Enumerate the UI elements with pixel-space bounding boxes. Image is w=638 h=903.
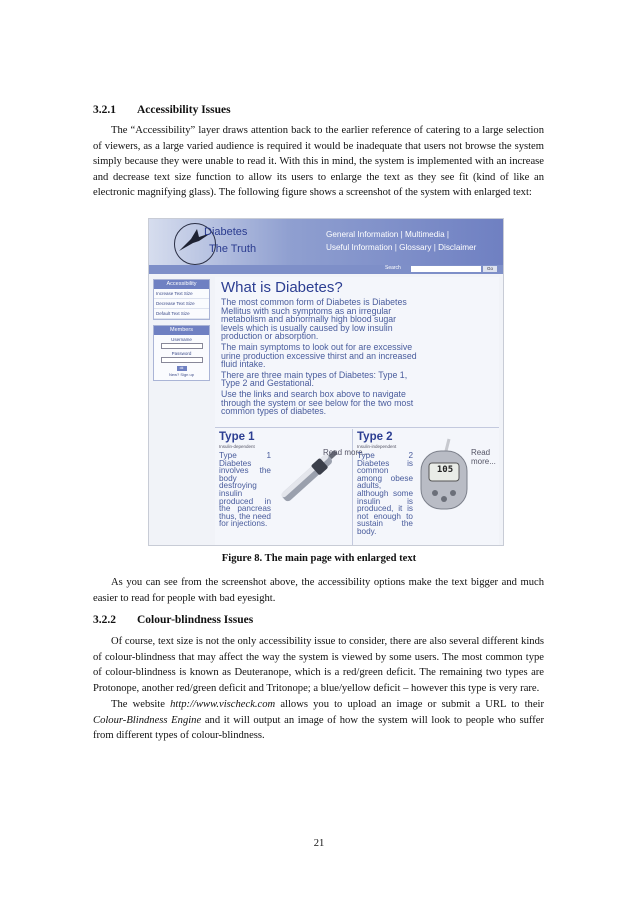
section-number: 3.2.2: [93, 614, 116, 626]
accessibility-heading: Accessibility: [154, 280, 209, 289]
paragraph-text: The website: [111, 699, 171, 710]
colour-paragraph-1: [93, 634, 544, 696]
default-text-size-link[interactable]: Default Text Size: [154, 309, 209, 319]
main-paragraph: There are three main types of Diabetes: Type 1, Type 2 and Gestational.: [221, 369, 408, 389]
main-paragraph: Use the links and search box above to navigate through the system or see below for the two most common types of diabetes.: [221, 388, 414, 417]
site-banner: [149, 219, 503, 265]
main-paragraph: The most common form of Diabetes is Diabetes Mellitus with such symptoms as an irregular metabolism and abnormally high blood sugar levels which is usually caused by low insulin production or absorption.: [221, 297, 407, 342]
meter-reading: 105: [436, 465, 454, 475]
main-content: [215, 277, 499, 545]
colour-paragraph-2: [93, 697, 544, 744]
main-title: What is Diabetes?: [221, 279, 343, 296]
username-label: Username: [171, 337, 192, 342]
section-paragraph: [93, 123, 544, 201]
paragraph-after-figure: [93, 575, 544, 606]
search-label: Search: [385, 265, 401, 271]
column-divider: [352, 429, 353, 545]
search-input[interactable]: [411, 266, 481, 272]
type1-title: Type 1: [219, 431, 255, 443]
increase-text-size-link[interactable]: Increase Text Size: [154, 289, 209, 299]
search-go-button[interactable]: Go: [483, 266, 497, 272]
paragraph-text: As you can see from the screenshot above, the accessibility options make the text bigger and much easier to read for people with bad eyesight.: [93, 577, 544, 604]
paragraph-text: and it will output an image of how the system will look to people who suffer from different types of colour-blindness.: [93, 714, 544, 742]
type1-subtitle: Insulin-dependent: [219, 444, 255, 449]
search-bar: [149, 265, 503, 274]
type2-title: Type 2: [357, 431, 393, 443]
type1-read-more[interactable]: Read more...: [323, 448, 370, 457]
members-heading: Members: [154, 326, 209, 335]
type2-subtitle: Insulin-independent: [357, 444, 397, 449]
type2-body: Type 2 Diabetes is common among obese adults, although some insulin is produced, it is not enough to sustain the body.: [357, 451, 413, 536]
login-ok-button[interactable]: ok: [177, 366, 187, 371]
signup-link[interactable]: New? Sign up: [169, 372, 194, 377]
logo-title-line1: Diabetes: [204, 226, 248, 238]
type1-body: Type 1 Diabetes involves the body destroying insulin produced in the pancreas thus, the need for injections.: [219, 451, 271, 529]
section-heading-3-2-1: [93, 104, 231, 116]
vischeck-url: http://www.vischeck.com: [170, 699, 276, 710]
decrease-text-size-link[interactable]: Decrease Text Size: [154, 299, 209, 309]
engine-name: Colour-Blindness Engine: [93, 714, 202, 726]
username-field[interactable]: [161, 343, 203, 349]
paragraph-text: Of course, text size is not the only accessibility issue to consider, there are also several different kinds of colour-blindness that may affect the way the system is viewed by some users. The most common type of colour-blindness is known as Deuteranope, which is a red/green deficit. The remaining two types are Protonope, another red/green deficit and Tritonope; a blue/yellow deficit – however this type is very rare.: [93, 636, 544, 694]
section-divider: [215, 427, 499, 428]
figure-caption: Figure 8. The main page with enlarged text: [221, 553, 417, 564]
section-number: 3.2.1: [93, 104, 116, 116]
section-title: Accessibility Issues: [137, 104, 231, 116]
nav-links-row2[interactable]: Useful Information | Glossary | Disclaimer: [326, 243, 477, 252]
password-field[interactable]: [161, 357, 203, 363]
figure-screenshot: [148, 218, 504, 546]
members-box: [153, 325, 210, 381]
paragraph-text: The “Accessibility” layer draws attention back to the earlier reference of catering to a large selection of viewers, as a large varied audience is required it would be inadequate that users not browse the system simply because they were unable to read it. With this in mind, the system is implemented with an increase and decrease text size function to allow its users to enlarge the text as they see fit (kind of like an electronic magnifying glass). The following figure shows a screenshot of the system with enlarged text:: [93, 125, 544, 199]
main-body: [221, 298, 417, 418]
accessibility-box: [153, 279, 210, 320]
section-heading-3-2-2: [93, 614, 253, 626]
nav-links-row1[interactable]: General Information | Multimedia |: [326, 230, 450, 239]
main-paragraph: The main symptoms to look out for are excessive urine production excessive thirst and an increased fluid intake.: [221, 341, 417, 370]
password-label: Password: [171, 351, 192, 356]
page-number: 21: [313, 838, 325, 849]
paragraph-text: allows you to upload an image or submit a URL to their: [275, 699, 544, 710]
type2-read-more[interactable]: Read more...: [471, 448, 496, 466]
section-title: Colour-blindness Issues: [137, 614, 254, 626]
logo-title-line2: The Truth: [209, 243, 257, 255]
